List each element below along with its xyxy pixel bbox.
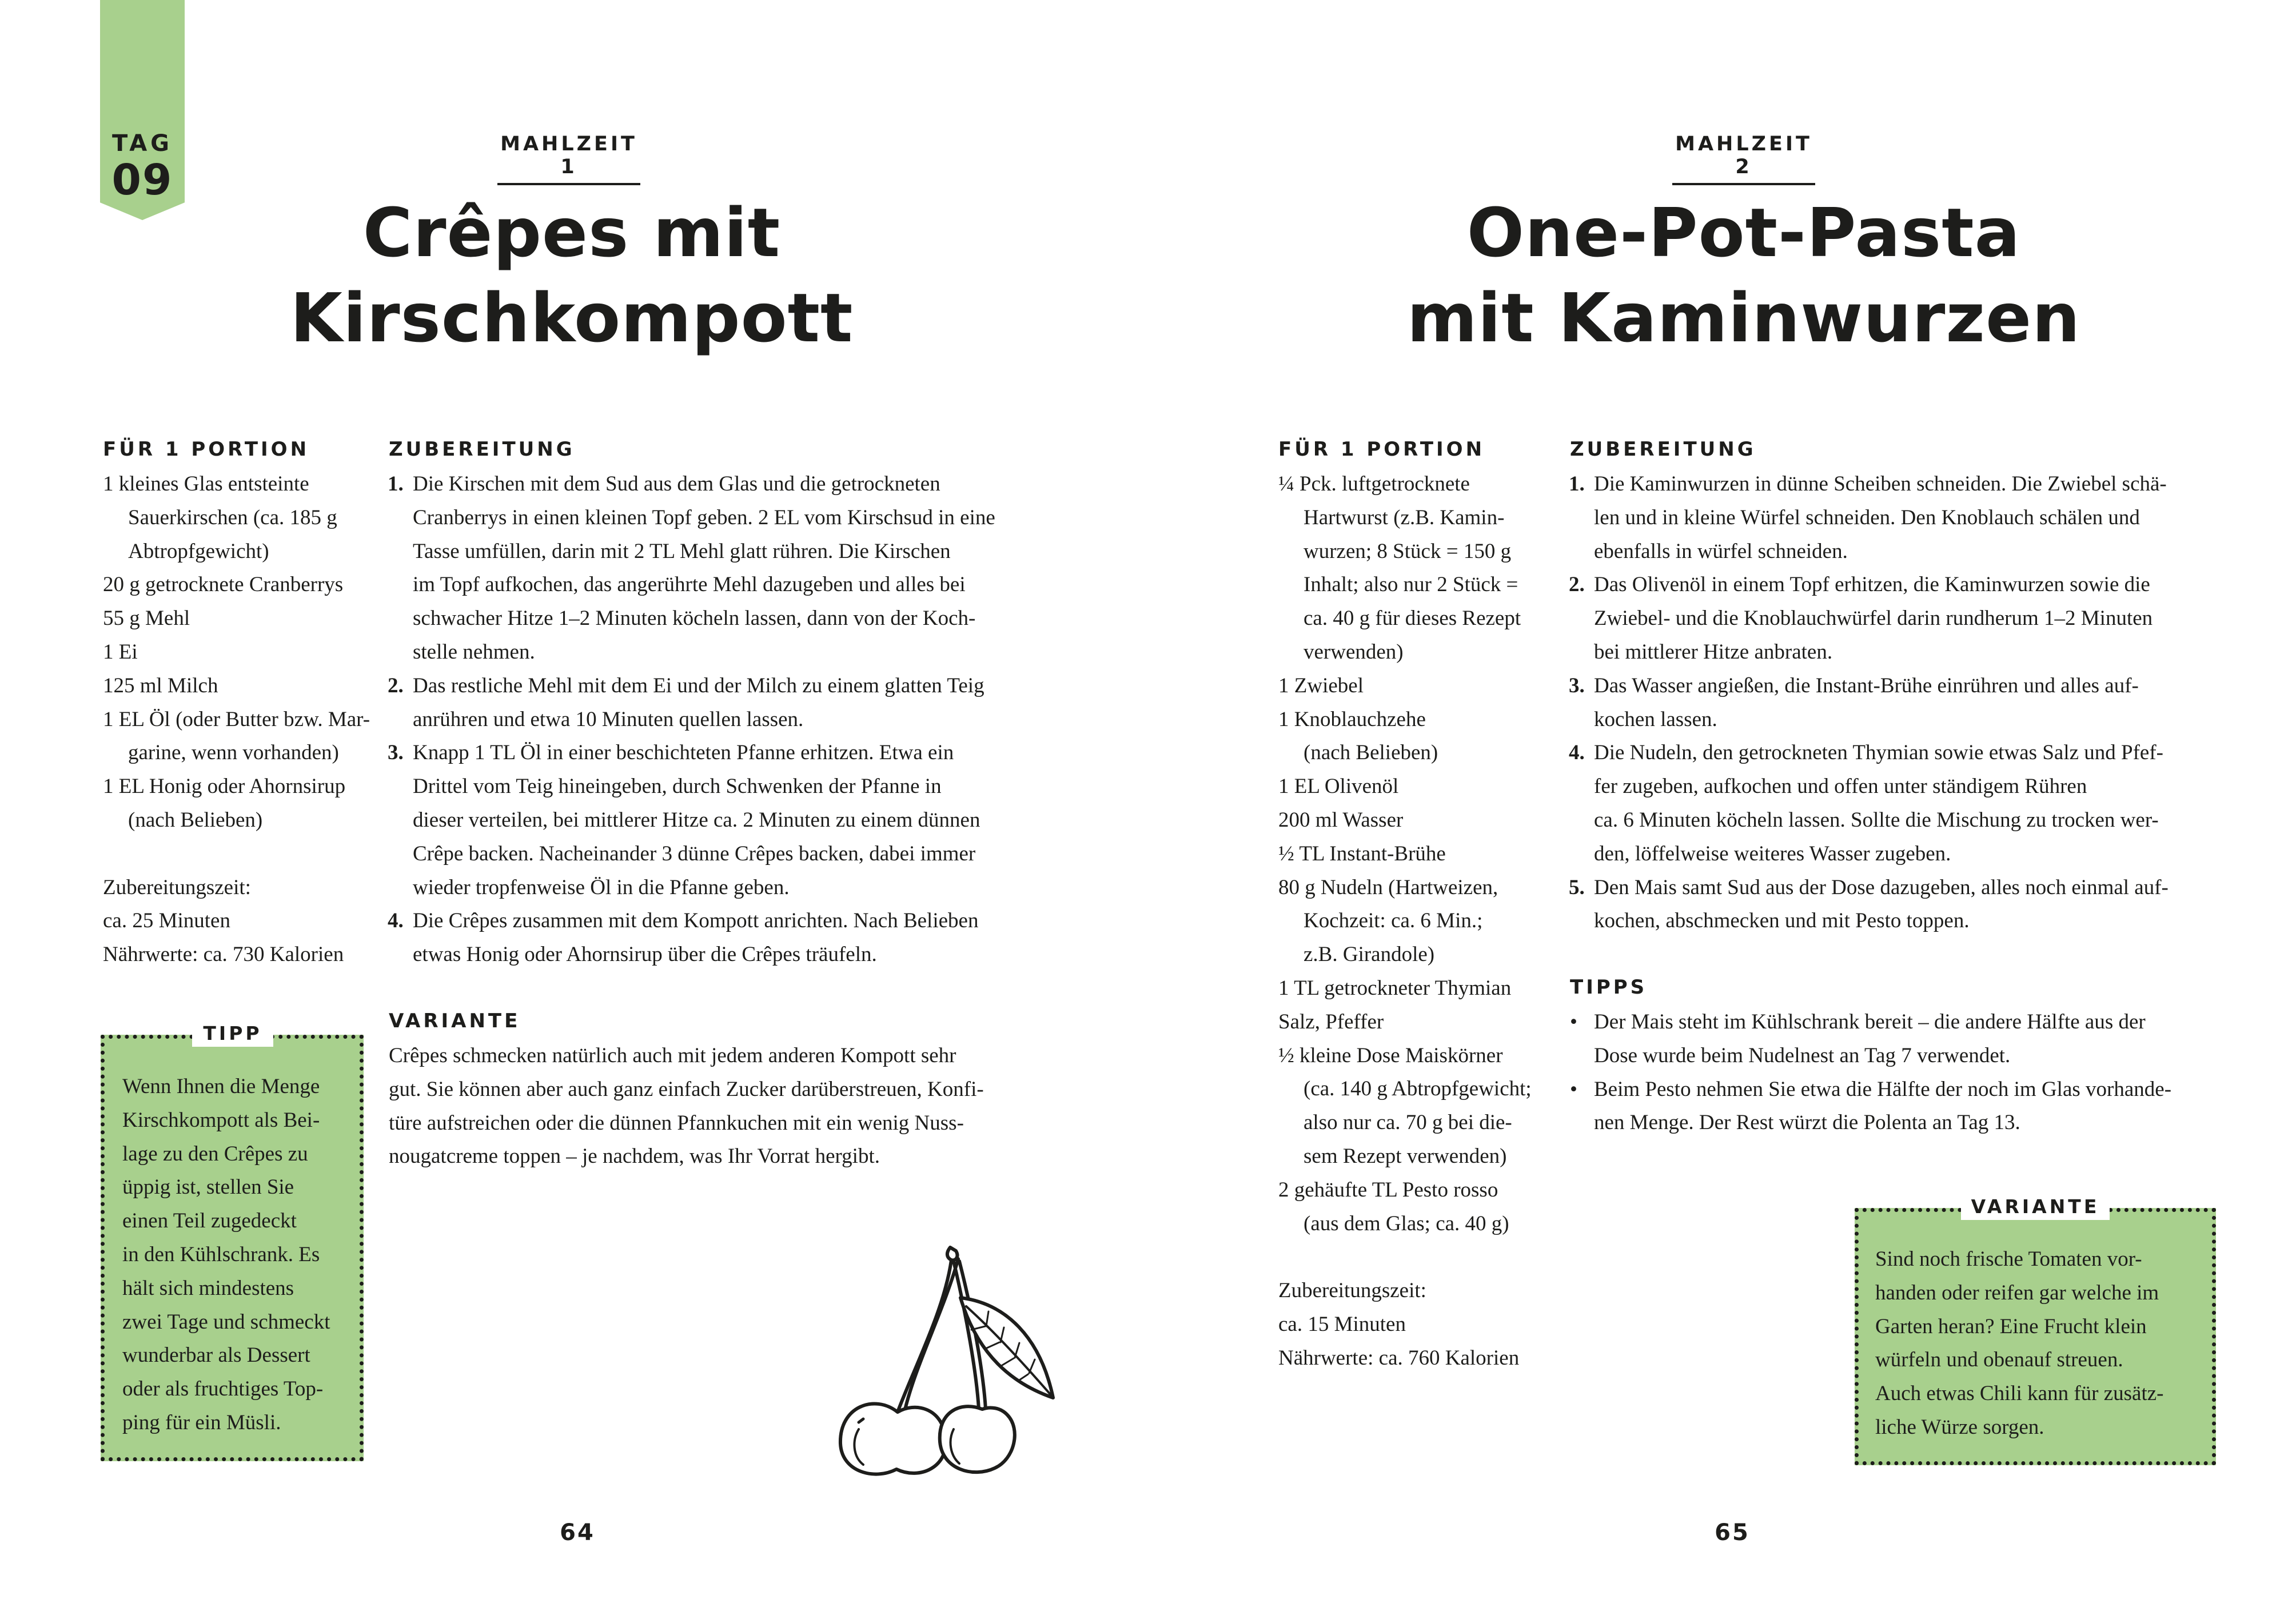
- nutrition-value: Nährwerte: ca. 730 Kalorien: [103, 943, 344, 967]
- ingredient-line: ca. 40 g für dieses Rezept: [1304, 607, 1521, 631]
- page-number-left: 64: [560, 1520, 595, 1546]
- ingredient-line: Sauerkirschen (ca. 185 g: [128, 505, 337, 529]
- ingredient-line: 1 EL Honig oder Ahornsirup: [103, 775, 346, 799]
- ingredient-line: 1 EL Öl (oder Butter bzw. Mar-: [103, 707, 370, 731]
- step-number: 4.: [1569, 741, 1585, 765]
- step-item: 3. Das Wasser angießen, die Instant-Brühe einrühren und alles auf- kochen lassen.: [1569, 669, 2221, 737]
- ingredient-line: 2 gehäufte TL Pesto rosso: [1278, 1178, 1498, 1202]
- tip-item: • Der Mais steht im Kühlschrank bereit – die andere Hälfte aus der Dose wurde beim Nudelnest an Tag 7 verwendet.: [1569, 1006, 2221, 1073]
- prep-heading-left: ZUBEREITUNG: [389, 438, 575, 461]
- ingredient-line: Abtropfgewicht): [128, 539, 269, 563]
- ingredient-line: (ca. 140 g Abtropfgewicht;: [1304, 1077, 1532, 1101]
- ingredient-line: Kochzeit: ca. 6 Min.;: [1304, 909, 1483, 933]
- prep-time-label: Zubereitungszeit:: [103, 875, 251, 899]
- variant-text-left: Crêpes schmecken natürlich auch mit jedem anderen Kompott sehr gut. Sie können aber auch ganz einfach Zucker darüberstreuen, Konfi- türe aufstreichen oder die dünnen Pfannkuchen mit ein wenig Nuss- nougatcreme toppen – je nachdem, was Ihr Vorrat hergibt.: [389, 1044, 984, 1169]
- step-number: 2.: [388, 673, 404, 697]
- ingredient-line: 1 EL Olivenöl: [1278, 775, 1399, 799]
- step-item: 1. Die Kirschen mit dem Sud aus dem Glas und die getrockneten Cranberrys in einen kleinen Topf geben. 2 EL vom Kirschsud in eine Tasse umfüllen, darin mit 2 TL Mehl glatt rühren. Die Kirschen im Topf aufkochen, das angerührte Mehl dazugeben und alles bei schwacher Hitze 1–2 Minuten köcheln lassen, dann von der Koch- stelle nehmen.: [388, 468, 1039, 669]
- ingredient-line: z.B. Girandole): [1304, 943, 1435, 967]
- page-number-right: 65: [1715, 1520, 1750, 1546]
- ingredient-line: (aus dem Glas; ca. 40 g): [1304, 1211, 1509, 1235]
- prep-time-label: Zubereitungszeit:: [1278, 1279, 1426, 1303]
- meal-label-wrap-right: [1672, 133, 1815, 185]
- ingredient-line: Inhalt; also nur 2 Stück =: [1304, 573, 1518, 597]
- prep-time-value: ca. 25 Minuten: [103, 909, 230, 933]
- tips-heading-right: TIPPS: [1570, 976, 1648, 999]
- ingredient-line: 20 g getrocknete Cranberrys: [103, 573, 344, 597]
- recipe-title-right: [1401, 190, 2087, 360]
- ingredient-line: (nach Belieben): [128, 808, 263, 832]
- day-number: 09: [111, 155, 173, 205]
- ingredient-line: 1 kleines Glas entsteinte: [103, 472, 309, 496]
- variant-heading-left: VARIANTE: [389, 1010, 521, 1032]
- step-number: 5.: [1569, 875, 1585, 899]
- ingredient-line: wurzen; 8 Stück = 150 g: [1304, 539, 1512, 563]
- meal-label-right: MAHLZEIT 2: [1672, 133, 1815, 185]
- variant-text-right: Sind noch frische Tomaten vor- handen oder reifen gar welche im Garten heran? Eine Frucht klein würfeln und obenauf streuen. Auch etwas Chili kann für zusätz- liche Würze sorgen.: [1875, 1247, 2164, 1439]
- tips-list: [1569, 1006, 2221, 1140]
- ingredient-line: verwenden): [1304, 640, 1404, 664]
- step-number: 4.: [388, 909, 404, 933]
- cherry-icon: [823, 1241, 1063, 1481]
- title-line: One-Pot-Pasta: [1466, 193, 2021, 272]
- ingredient-line: Hartwurst (z.B. Kamin-: [1304, 505, 1505, 529]
- step-item: 1. Die Kaminwurzen in dünne Scheiben schneiden. Die Zwiebel schä- len und in kleine Würfel schneiden. Den Knoblauch schälen und ebenfalls in würfel schneiden.: [1569, 468, 2221, 568]
- ingredient-line: ½ TL Instant-Brühe: [1278, 842, 1446, 866]
- ingredient-line: sem Rezept verwenden): [1304, 1144, 1507, 1168]
- ingredient-line: Salz, Pfeffer: [1278, 1010, 1384, 1034]
- ingredient-line: 1 Knoblauchzehe: [1278, 707, 1426, 731]
- step-number: 2.: [1569, 573, 1585, 597]
- title-line: mit Kaminwurzen: [1406, 278, 2081, 357]
- steps-right: [1569, 468, 2221, 938]
- ingredient-list-right: [1278, 468, 1553, 1375]
- tip-item: • Beim Pesto nehmen Sie etwa die Hälfte der noch im Glas vorhande- nen Menge. Der Rest würzt die Polenta an Tag 13.: [1569, 1073, 2221, 1141]
- meal-label-wrap-left: [497, 133, 640, 185]
- ingredient-line: 125 ml Milch: [103, 673, 218, 697]
- prep-time-value: ca. 15 Minuten: [1278, 1312, 1406, 1336]
- step-item: 2. Das restliche Mehl mit dem Ei und der Milch zu einem glatten Teig anrühren und etwa 10 Minuten quellen lassen.: [388, 669, 1039, 737]
- step-item: 5. Den Mais samt Sud aus der Dose dazugeben, alles noch einmal auf- kochen, abschmecken und mit Pesto toppen.: [1569, 871, 2221, 939]
- ingredient-line: 55 g Mehl: [103, 607, 190, 631]
- ingredient-line: 80 g Nudeln (Hartweizen,: [1278, 875, 1498, 899]
- ingredient-list-left: [103, 468, 377, 972]
- portion-heading-right: FÜR 1 PORTION: [1278, 438, 1485, 461]
- tip-label: TIPP: [192, 1020, 273, 1047]
- steps-left: [388, 468, 1039, 972]
- ingredient-line: ¼ Pck. luftgetrocknete: [1278, 472, 1470, 496]
- recipe-title-left: [229, 190, 915, 360]
- step-number: 1.: [1569, 472, 1585, 496]
- meal-label-left: MAHLZEIT 1: [497, 133, 640, 185]
- ingredient-line: 1 Ei: [103, 640, 138, 664]
- day-label: TAG: [112, 130, 173, 157]
- portion-heading-left: FÜR 1 PORTION: [103, 438, 310, 461]
- prep-heading-right: ZUBEREITUNG: [1570, 438, 1756, 461]
- step-item: 4. Die Crêpes zusammen mit dem Kompott anrichten. Nach Belieben etwas Honig oder Ahornsirup über die Crêpes träufeln.: [388, 904, 1039, 972]
- ingredient-line: garine, wenn vorhanden): [128, 741, 339, 765]
- ingredient-line: 1 Zwiebel: [1278, 673, 1364, 697]
- step-item: 4. Die Nudeln, den getrockneten Thymian sowie etwas Salz und Pfef- fer zugeben, aufkochen und offen unter ständigem Rühren ca. 6 Minuten köcheln lassen. Sollte die Mischung zu trocken wer- den, löffelweise weiteres Wasser zugeben.: [1569, 736, 2221, 871]
- title-line: Kirschkompott: [290, 278, 854, 357]
- ingredient-line: also nur ca. 70 g bei die-: [1304, 1111, 1512, 1135]
- tip-text: Wenn Ihnen die Menge Kirschkompott als Bei- lage zu den Crêpes zu üppig ist, stellen Sie einen Teil zugedeckt in den Kühlschrank. Es hält sich mindestens zwei Tage und schmeckt wunderbar als Dessert oder als fruchtiges Top- ping für ein Müsli.: [122, 1075, 330, 1434]
- ingredient-line: ½ kleine Dose Maiskörner: [1278, 1043, 1503, 1067]
- nutrition-value: Nährwerte: ca. 760 Kalorien: [1278, 1346, 1520, 1370]
- step-number: 3.: [388, 741, 404, 765]
- title-line: Crêpes mit: [362, 193, 781, 272]
- step-number: 3.: [1569, 673, 1585, 697]
- ingredient-line: 1 TL getrockneter Thymian: [1278, 976, 1512, 1000]
- ingredient-line: (nach Belieben): [1304, 741, 1438, 765]
- ingredient-line: 200 ml Wasser: [1278, 808, 1404, 832]
- step-item: 2. Das Olivenöl in einem Topf erhitzen, die Kaminwurzen sowie die Zwiebel- und die Knoblauchwürfel darin rundherum 1–2 Minuten bei mittlerer Hitze anbraten.: [1569, 568, 2221, 669]
- step-number: 1.: [388, 472, 404, 496]
- step-item: 3. Knapp 1 TL Öl in einer beschichteten Pfanne erhitzen. Etwa ein Drittel vom Teig hineingeben, durch Schwenken der Pfanne in dieser verteilen, bei mittlerer Hitze ca. 2 Minuten zu einem dünnen Crêpe backen. Nacheinander 3 dünne Crêpes backen, dabei immer wieder tropfenweise Öl in die Pfanne geben.: [388, 736, 1039, 904]
- variant-label-right: VARIANTE: [1961, 1194, 2110, 1220]
